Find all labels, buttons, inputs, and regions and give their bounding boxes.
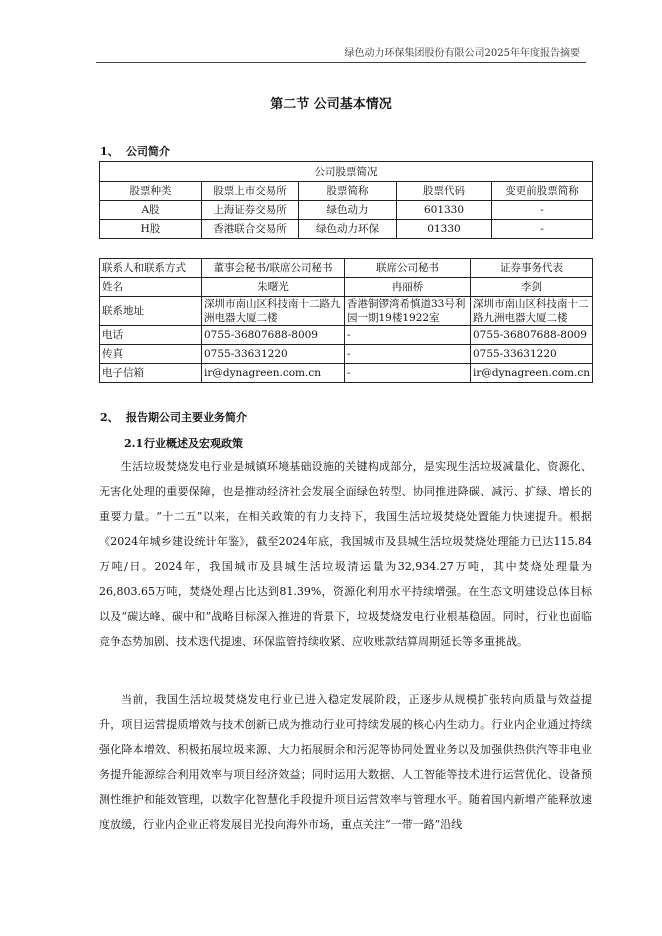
contact-cell: 深圳市南山区科技南十二路九洲电器大厦二楼 bbox=[202, 297, 345, 326]
stock-info-table bbox=[99, 161, 593, 239]
contact-cell: 0755-33631220 bbox=[471, 345, 593, 364]
stock-cell: 香港联合交易所 bbox=[202, 220, 299, 239]
table-row bbox=[100, 345, 593, 364]
section-2-1-number: 2.1 bbox=[124, 437, 144, 450]
table-row bbox=[100, 326, 593, 345]
section-2-heading bbox=[100, 409, 247, 425]
contact-cell: - bbox=[345, 364, 471, 383]
section-2-1-title: 行业概述及宏观政策 bbox=[144, 437, 243, 450]
stock-header-cell: 股票简称 bbox=[299, 182, 397, 201]
contact-cell: 李剑 bbox=[471, 278, 593, 297]
contact-cell: 电子信箱 bbox=[100, 364, 202, 383]
contact-cell: 姓名 bbox=[100, 278, 202, 297]
stock-header-cell: 变更前股票简称 bbox=[492, 182, 593, 201]
stock-table-caption: 公司股票简况 bbox=[100, 162, 593, 182]
table-row bbox=[100, 220, 593, 239]
contact-info-table bbox=[99, 258, 593, 383]
table-row bbox=[100, 297, 593, 326]
page-header bbox=[96, 44, 586, 63]
stock-cell: 上海证券交易所 bbox=[202, 201, 299, 220]
section-1-title: 公司简介 bbox=[126, 145, 170, 158]
contact-cell: 0755-33631220 bbox=[202, 345, 345, 364]
body-paragraph: 当前，我国生活垃圾焚烧发电行业已进入稳定发展阶段，正逐步从规模扩张转向质量与效益提升，项目运营提质增效与技术创新已成为推动行业可持续发展的核心内生动力。行业内企业通过持续强化降本增效、积极拓展垃圾来源、大力拓展厨余和污泥等协同处置业务以及加强供热供汽等非电业务提升能源综合利用效率与项目经济效益；同时运用大数据、人工智能等技术进行运营优化、设备预测性维护和能效管理，以数字化智慧化手段提升项目运营效率与管理水平。随着国内新增产能释放速度放缓，行业内企业正将发展目光投向海外市场，重点关注“一带一路”沿线 bbox=[99, 693, 592, 831]
contact-cell: 朱曙光 bbox=[202, 278, 345, 297]
stock-header-cell: 股票上市交易所 bbox=[202, 182, 299, 201]
stock-cell: 绿色动力环保 bbox=[299, 220, 397, 239]
contact-cell: 深圳市南山区科技南十二路九洲电器大厦二楼 bbox=[471, 297, 593, 326]
contact-cell: 0755-36807688-8009 bbox=[202, 326, 345, 345]
stock-header-cell: 股票代码 bbox=[397, 182, 492, 201]
section-1-number: 1、 bbox=[100, 145, 119, 158]
contact-cell: 冉丽桥 bbox=[345, 278, 471, 297]
section-2-number: 2、 bbox=[100, 411, 119, 424]
contact-cell: 香港铜锣湾希慎道33号利园一期19楼1922室 bbox=[345, 297, 471, 326]
stock-header-cell: 股票种类 bbox=[100, 182, 202, 201]
contact-header-cell: 联席公司秘书 bbox=[345, 259, 471, 278]
stock-cell: - bbox=[492, 201, 593, 220]
contact-cell: - bbox=[345, 345, 471, 364]
section-1-heading bbox=[100, 143, 170, 159]
table-row bbox=[100, 201, 593, 220]
table-row bbox=[100, 278, 593, 297]
table-row bbox=[100, 364, 593, 383]
contact-cell: 传真 bbox=[100, 345, 202, 364]
contact-header-cell: 董事会秘书/联席公司秘书 bbox=[202, 259, 345, 278]
contact-cell: ir@dynagreen.com.cn bbox=[202, 364, 345, 383]
contact-cell: 联系地址 bbox=[100, 297, 202, 326]
body-paragraph: 生活垃圾焚烧发电行业是城镇环境基础设施的关键构成部分，是实现生活垃圾减量化、资源化、无害化处理的重要保障，也是推动经济社会发展全面绿色转型、协同推进降碳、减污、扩绿、增长的重要力量。“十二五”以来，在相关政策的有力支持下，我国生活垃圾焚烧处置能力快速提升。根据《2024年城乡建设统计年鉴》，截至2024年底，我国城市及县城生活垃圾焚烧处理能力已达115.84万吨/日。2024年，我国城市及县城生活垃圾清运量为32,934.27万吨，其中焚烧处理量为26,803.65万吨，焚烧处理占比达到81.39%，资源化利用水平持续增强。在生态文明建设总体目标以及“碳达峰、碳中和”战略目标深入推进的背景下，垃圾焚烧发电行业根基稳固。同时，行业也面临竞争态势加剧、技术迭代提速、环保监管持续收紧、应收账款结算周期延长等多重挑战。 bbox=[99, 460, 592, 648]
stock-cell: 01330 bbox=[397, 220, 492, 239]
contact-cell: - bbox=[345, 326, 471, 345]
stock-cell: A股 bbox=[100, 201, 202, 220]
contact-header-cell: 证券事务代表 bbox=[471, 259, 593, 278]
stock-cell: - bbox=[492, 220, 593, 239]
contact-header-cell: 联系人和联系方式 bbox=[100, 259, 202, 278]
stock-cell: H股 bbox=[100, 220, 202, 239]
contact-cell: 电话 bbox=[100, 326, 202, 345]
section-2-1-heading bbox=[124, 435, 243, 451]
stock-cell: 601330 bbox=[397, 201, 492, 220]
contact-cell: 0755-36807688-8009 bbox=[471, 326, 593, 345]
section-2-title: 报告期公司主要业务简介 bbox=[126, 411, 247, 424]
contact-cell: ir@dynagreen.com.cn bbox=[471, 364, 593, 383]
page-header-text: 绿色动力环保集团股份有限公司2025年年度报告摘要 bbox=[344, 48, 580, 59]
stock-cell: 绿色动力 bbox=[299, 201, 397, 220]
chapter-title: 第二节 公司基本情况 bbox=[270, 97, 392, 112]
